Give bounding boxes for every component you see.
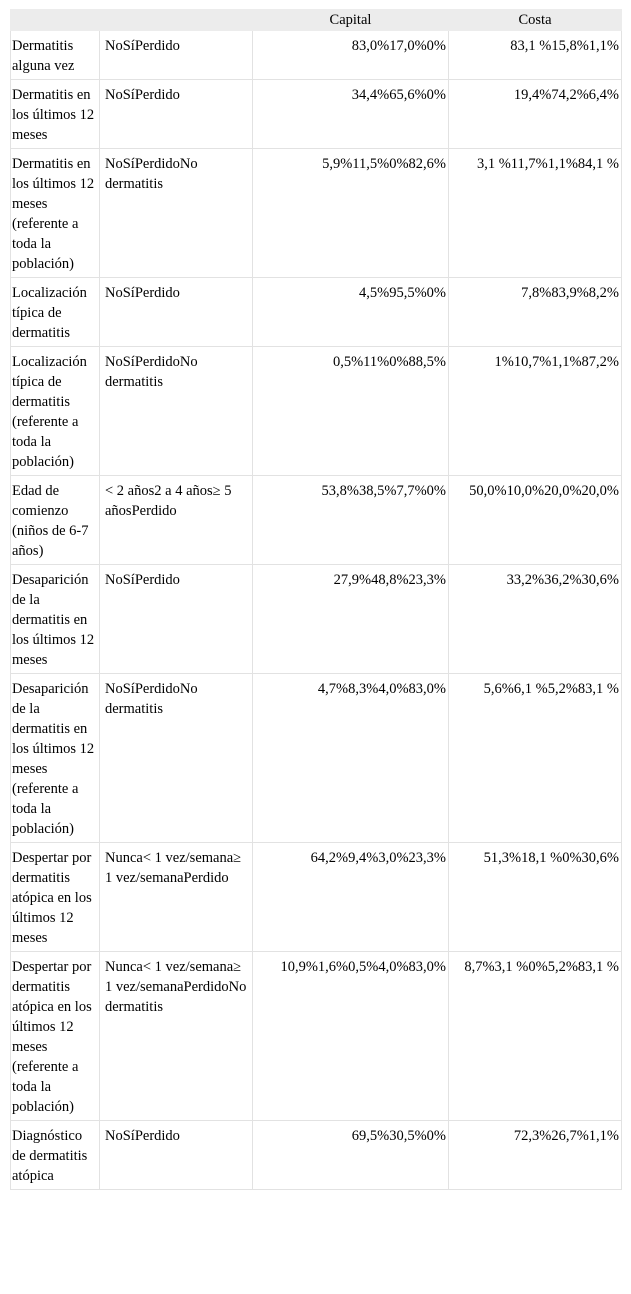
row-costa-values: 1%10,7%1,1%87,2%	[449, 347, 622, 476]
header-capital: Capital	[253, 10, 449, 31]
row-categories: NoSíPerdido	[100, 565, 253, 674]
table-body	[11, 31, 622, 1190]
row-variable: Dermatitis en los últimos 12 meses	[11, 80, 100, 149]
row-variable: Desaparición de la dermatitis en los últimos 12 meses (referente a toda la población)	[11, 674, 100, 843]
table-row	[11, 347, 622, 476]
row-variable: Edad de comienzo (niños de 6-7 años)	[11, 476, 100, 565]
row-capital-values: 4,5%95,5%0%	[253, 278, 449, 347]
dermatitis-table	[10, 9, 622, 1190]
table-row	[11, 674, 622, 843]
row-variable: Despertar por dermatitis atópica en los últimos 12 meses (referente a toda la población)	[11, 952, 100, 1121]
row-categories: NoSíPerdido	[100, 80, 253, 149]
row-costa-values: 83,1 %15,8%1,1%	[449, 31, 622, 80]
row-variable: Localización típica de dermatitis (referente a toda la población)	[11, 347, 100, 476]
row-capital-values: 4,7%8,3%4,0%83,0%	[253, 674, 449, 843]
row-costa-values: 7,8%83,9%8,2%	[449, 278, 622, 347]
row-costa-values: 50,0%10,0%20,0%20,0%	[449, 476, 622, 565]
row-capital-values: 83,0%17,0%0%	[253, 31, 449, 80]
row-variable: Dermatitis alguna vez	[11, 31, 100, 80]
row-categories: < 2 años2 a 4 años≥ 5 añosPerdido	[100, 476, 253, 565]
header-costa: Costa	[449, 10, 622, 31]
row-variable: Desaparición de la dermatitis en los últimos 12 meses	[11, 565, 100, 674]
table-header	[11, 10, 622, 31]
row-variable: Despertar por dermatitis atópica en los últimos 12 meses	[11, 843, 100, 952]
row-categories: NoSíPerdidoNo dermatitis	[100, 347, 253, 476]
table-row	[11, 1121, 622, 1190]
table-row	[11, 476, 622, 565]
table-row	[11, 80, 622, 149]
row-variable: Localización típica de dermatitis	[11, 278, 100, 347]
table-row	[11, 149, 622, 278]
row-categories: Nunca< 1 vez/semana≥ 1 vez/semanaPerdidoNo dermatitis	[100, 952, 253, 1121]
row-costa-values: 33,2%36,2%30,6%	[449, 565, 622, 674]
row-categories: NoSíPerdido	[100, 278, 253, 347]
row-costa-values: 8,7%3,1 %0%5,2%83,1 %	[449, 952, 622, 1121]
row-capital-values: 53,8%38,5%7,7%0%	[253, 476, 449, 565]
table-row	[11, 31, 622, 80]
row-capital-values: 0,5%11%0%88,5%	[253, 347, 449, 476]
row-categories: NoSíPerdidoNo dermatitis	[100, 674, 253, 843]
row-categories: Nunca< 1 vez/semana≥ 1 vez/semanaPerdido	[100, 843, 253, 952]
row-costa-values: 19,4%74,2%6,4%	[449, 80, 622, 149]
row-costa-values: 72,3%26,7%1,1%	[449, 1121, 622, 1190]
header-category	[100, 10, 253, 31]
row-categories: NoSíPerdido	[100, 31, 253, 80]
row-capital-values: 34,4%65,6%0%	[253, 80, 449, 149]
row-capital-values: 10,9%1,6%0,5%4,0%83,0%	[253, 952, 449, 1121]
row-capital-values: 64,2%9,4%3,0%23,3%	[253, 843, 449, 952]
row-costa-values: 5,6%6,1 %5,2%83,1 %	[449, 674, 622, 843]
data-table-container	[10, 9, 622, 1190]
header-row	[11, 10, 622, 31]
row-costa-values: 3,1 %11,7%1,1%84,1 %	[449, 149, 622, 278]
table-row	[11, 843, 622, 952]
row-variable: Dermatitis en los últimos 12 meses (referente a toda la población)	[11, 149, 100, 278]
row-variable: Diagnóstico de dermatitis atópica	[11, 1121, 100, 1190]
row-costa-values: 51,3%18,1 %0%30,6%	[449, 843, 622, 952]
row-capital-values: 69,5%30,5%0%	[253, 1121, 449, 1190]
table-row	[11, 565, 622, 674]
table-row	[11, 952, 622, 1121]
row-categories: NoSíPerdido	[100, 1121, 253, 1190]
row-capital-values: 5,9%11,5%0%82,6%	[253, 149, 449, 278]
row-capital-values: 27,9%48,8%23,3%	[253, 565, 449, 674]
table-row	[11, 278, 622, 347]
header-variable	[11, 10, 100, 31]
row-categories: NoSíPerdidoNo dermatitis	[100, 149, 253, 278]
